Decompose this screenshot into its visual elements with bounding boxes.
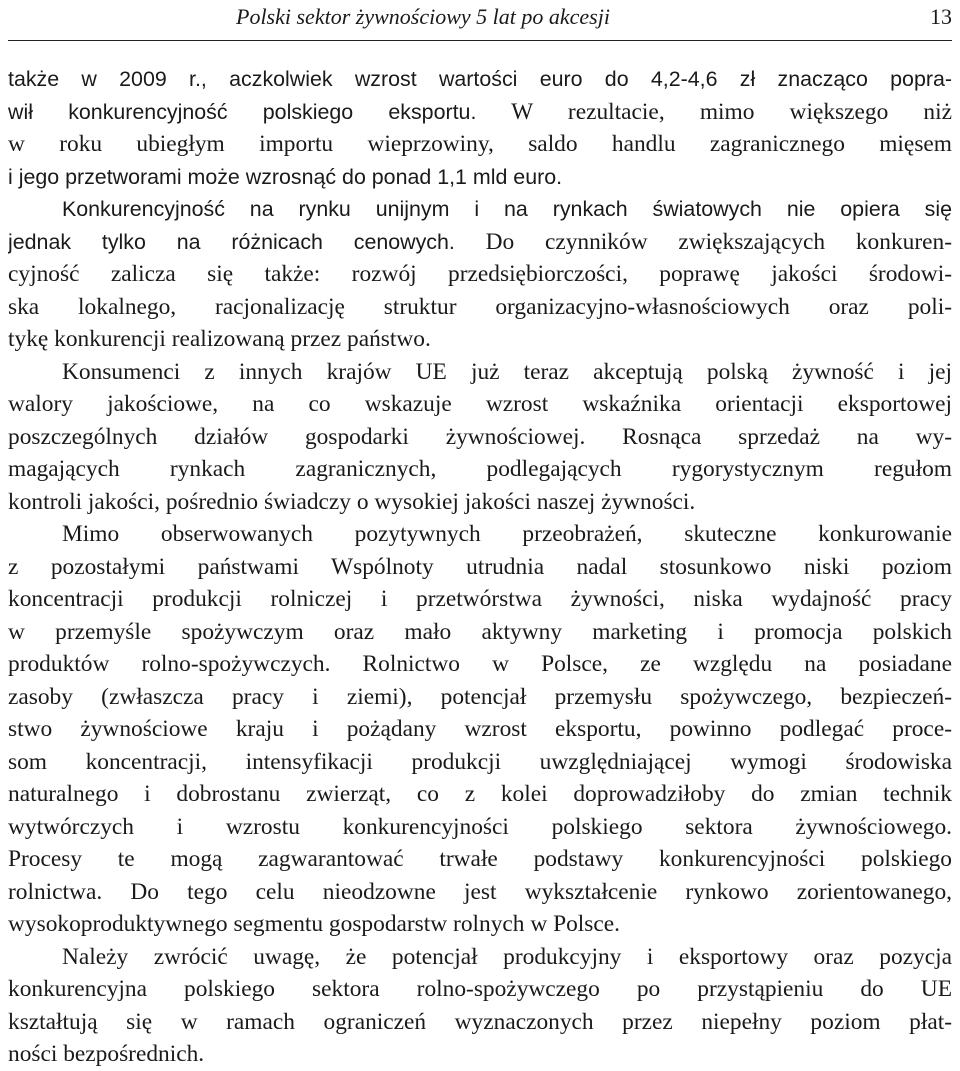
text-line: walory jakościowe, na co wskazuje wzrost wskaźnika orientacji eksportowej (8, 391, 952, 417)
text-line: rolnictwa. Do tego celu nieodzowne jest wykształcenie rynkowo zorientowanego, (8, 878, 952, 905)
running-header (8, 2, 952, 32)
text-segment: Do czynników zwiększających konkuren- (454, 228, 952, 255)
text-line: poszczególnych działów gospodarki żywnościowej. Rosnąca sprzedaż na wy- (8, 423, 952, 450)
text-line: stwo żywnościowe kraju i pożądany wzrost eksportu, powinno podlegać proce- (8, 716, 952, 742)
text-line: w roku ubiegłym importu wieprzowiny, saldo handlu zagranicznego mięsem (8, 131, 952, 157)
text-line: produktów rolno-spożywczych. Rolnictwo w Polsce, ze względu na posiadane (8, 651, 952, 677)
paragraph-first-line: Konkurencyjność na rynku unijnym i na rynkach światowych nie opiera się (62, 197, 952, 221)
text-line: tykę konkurencji realizowaną przez państwo. (8, 326, 431, 352)
text-line: wytwórczych i wzrostu konkurencyjności polskiego sektora żywnościowego. (8, 813, 952, 840)
text-line: zasoby (zwłaszcza pracy i ziemi), potencjał przemysłu spożywczego, bezpieczeń- (8, 683, 952, 710)
text-line: z pozostałymi państwami Wspólnoty utrudnia nadal stosunkowo niski poziom (8, 553, 952, 580)
text-line (8, 96, 952, 129)
text-segment: jednak tylko na różnicach cenowych. (8, 229, 455, 254)
text-line: i jego przetworami może wzrosnąć do ponad 1,1 mld euro. (8, 164, 563, 189)
text-line: magających rynkach zagranicznych, podlegających rygorystycznym regułom (8, 456, 952, 482)
paragraph-first-line: Konsumenci z innych krajów UE już teraz akceptują polską żywność i jej (62, 358, 952, 385)
text-line: ska lokalnego, racjonalizację struktur organizacyjno-własnościowych oraz poli- (8, 293, 952, 320)
text-line: cyjność zalicza się także: rozwój przedsiębiorczości, poprawę jakości środowi- (8, 261, 952, 287)
paragraph-first-line: Mimo obserwowanych pozytywnych przeobrażeń, skuteczne konkurowanie (62, 521, 952, 547)
text-line: także w 2009 r., aczkolwiek wzrost wartości euro do 4,2-4,6 zł znacząco popra- (8, 67, 952, 91)
page-number: 13 (930, 4, 952, 29)
text-segment: wił konkurencyjność polskiego eksportu. (8, 99, 477, 124)
paragraph-first-line: Należy zwrócić uwagę, że potencjał produkcyjny i eksportowy oraz pozycja (62, 943, 952, 970)
text-line: w przemyśle spożywczym oraz mało aktywny marketing i promocja polskich (8, 618, 952, 645)
text-line (8, 226, 952, 259)
body-text (8, 63, 952, 1071)
text-line: kontroli jakości, pośrednio świadczy o wysokiej jakości naszej żywności. (8, 488, 696, 515)
text-line: som koncentracji, intensyfikacji produkcji uwzględniającej wymogi środowiska (8, 748, 952, 775)
text-line: kształtują się w ramach ograniczeń wyznaczonych przez niepełny poziom płat- (8, 1008, 952, 1035)
running-title: Polski sektor żywnościowy 5 lat po akcesji (236, 4, 610, 29)
text-line: ności bezpośrednich. (8, 1041, 205, 1067)
header-rule (8, 40, 952, 41)
text-line: konkurencyjna polskiego sektora rolno-spożywczego po przystąpieniu do UE (8, 976, 952, 1002)
text-line: Procesy te mogą zagwarantować trwałe podstawy konkurencyjności polskiego (8, 846, 952, 872)
text-line: wysokoproduktywnego segmentu gospodarstw rolnych w Polsce. (8, 911, 620, 937)
text-line: naturalnego i dobrostanu zwierząt, co z kolei doprowadziłoby do zmian technik (8, 781, 952, 807)
text-line: koncentracji produkcji rolniczej i przetwórstwa żywności, niska wydajność pracy (8, 586, 952, 612)
text-segment: W rezultacie, mimo większego niż (476, 98, 952, 125)
